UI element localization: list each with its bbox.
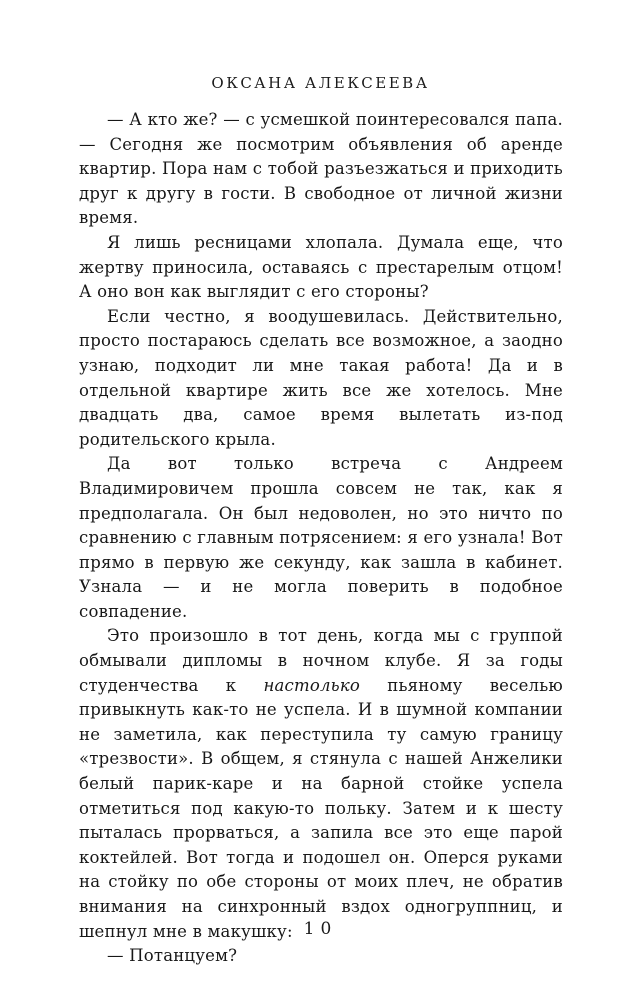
running-header-author: ОКСАНА АЛЕКСЕЕВА [211,74,430,92]
paragraph-4: Да вот только встреча с Андреем Владимировичем прошла совсем не так, как я предполагала. Он был недоволен, но это ничто по сравнению с главным потрясением: я его узнала! Вот прямо в первую же секунду, как зашла в кабинет. Узнала — и не могла поверить в подобное совпадение. [79,454,563,621]
text-block [79,108,563,969]
paragraph-5 [79,624,563,944]
paragraph-5-post: пьяному веселью привыкнуть как-то не успела. И в шумной компании не заметила, как переступила ту самую границу «трезвости». В общем, я стянула с нашей Анжелики белый парик-каре и на барной стойке успела отметиться под какую-то польку. Затем и к шесту пыталась прорваться, а запила все это еще парой коктейлей. Вот тогда и подошел он. Оперся руками на стойку по обе стороны от моих плеч, не обратив внимания на синхронный вздох одногруппниц, и шепнул мне в макушку: [79,675,563,941]
paragraph-1: — А кто же? — с усмешкой поинтересовался папа. — Сегодня же посмотрим объявления об аренде квартир. Пора нам с тобой разъезжаться и приходить друг к другу в гости. В свободное от личной жизни время. [79,110,563,228]
paragraph-5-italic-word: настолько [263,675,361,695]
paragraph-5-pre: Это произошло в тот день, когда мы с группой обмывали дипломы в ночном клубе. Я за годы студенчества к [79,626,563,695]
page-number: 10 [303,919,338,939]
paragraph-3: Если честно, я воодушевилась. Действительно, просто постараюсь сделать все возможное, а заодно узнаю, подходит ли мне такая работа! Да и в отдельной квартире жить все же хотелось. Мне двадцать два, самое время вылетать из-под родительского крыла. [79,306,563,449]
paragraph-6: — Потанцуем? [107,946,238,966]
paragraph-2: Я лишь ресницами хлопала. Думала еще, что жертву приносила, оставаясь с престарелым отцом! А оно вон как выглядит с его стороны? [79,232,563,302]
